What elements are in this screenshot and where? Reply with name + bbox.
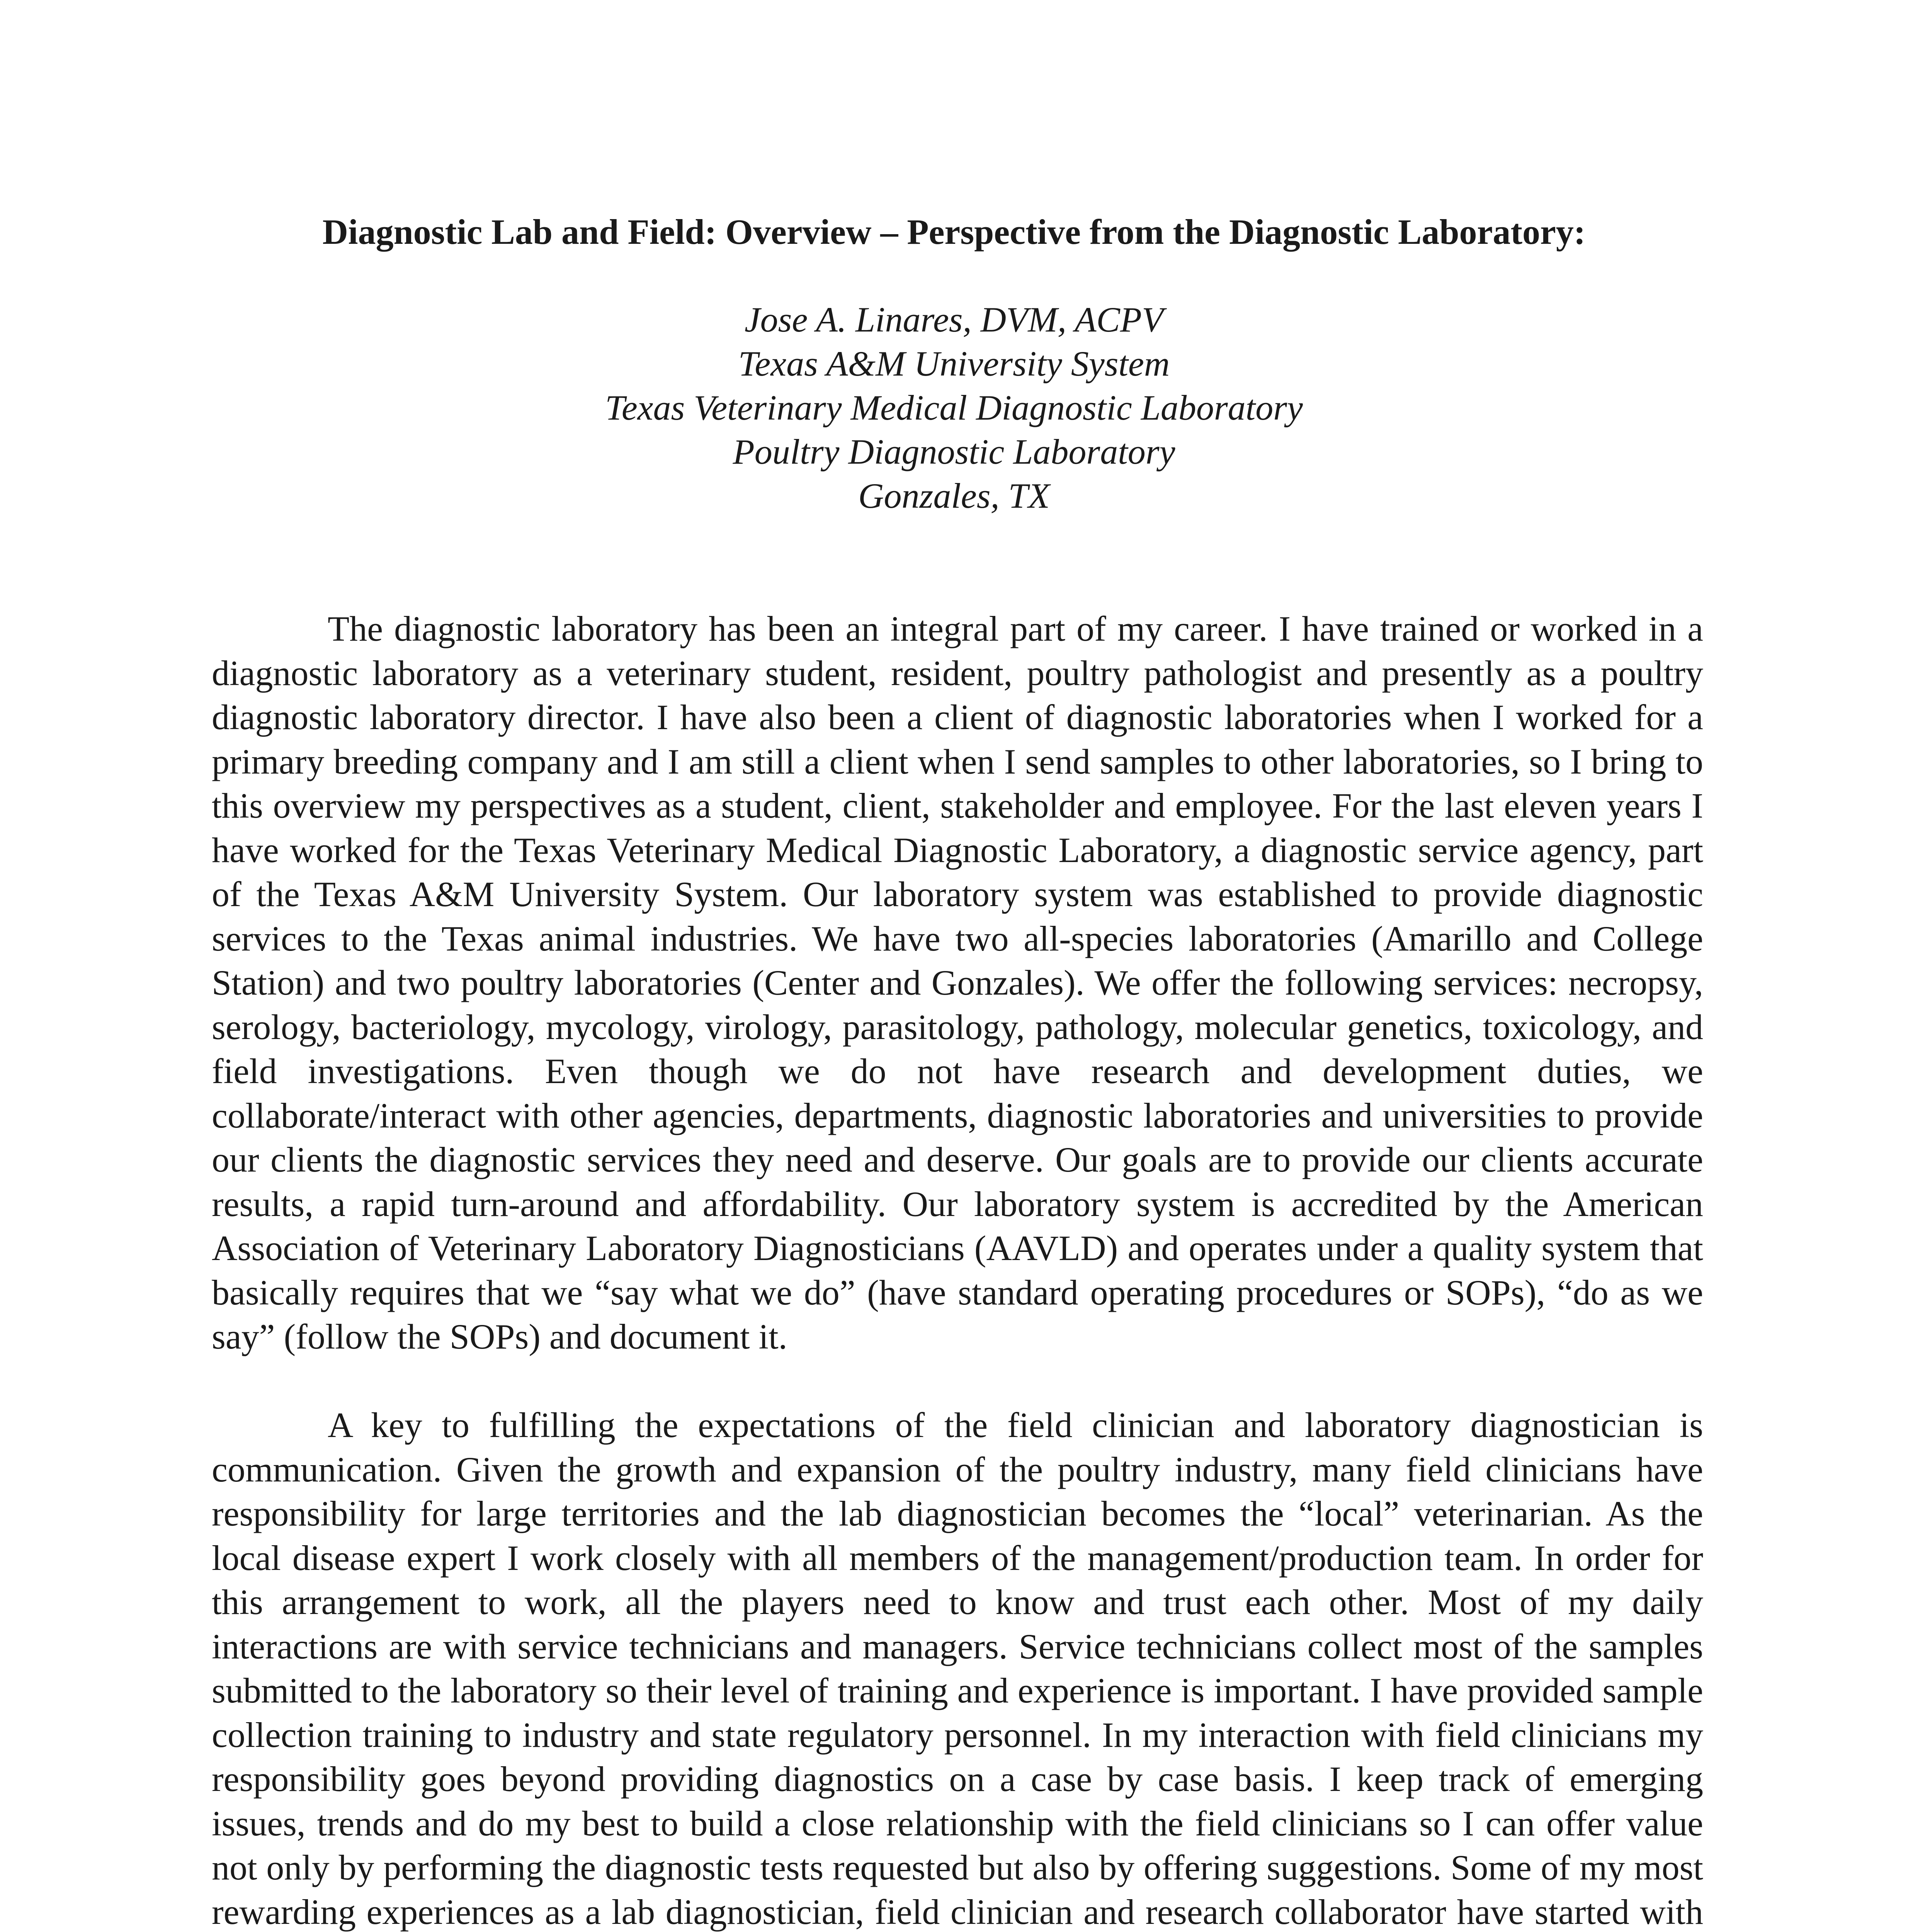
author-location: Gonzales, TX (858, 476, 1050, 515)
paragraph-1: The diagnostic laboratory has been an integral part of my career. I have trained or worked in a diagnostic laboratory as a veterinary student, resident, poultry pathologist and presently as a poultry diagnostic laboratory director. I have also been a client of diagnostic laboratories when I worked for a primary breeding company and I am still a client when I send samples to other laboratories, so I bring to this overview my perspectives as a student, client, stakeholder and employee. For the last eleven years I have worked for the Texas Veterinary Medical Diagnostic Laboratory, a diagnostic service agency, part of the Texas A&M University System. Our laboratory system was established to provide diagnostic services to the Texas animal industries. We have two all-species laboratories (Amarillo and College Station) and two poultry laboratories (Center and Gonzales). We offer the following services: necropsy, serology, bacteriology, mycology, virology, parasitology, pathology, molecular genetics, toxicology, and field investigations. Even though we do not have research and development duties, we collaborate/interact with other agencies, departments, diagnostic laboratories and universities to provide our clients the diagnostic services they need and deserve. Our goals are to provide our clients accurate results, a rapid turn-around and affordability. Our laboratory system is accredited by the American Association of Veterinary Laboratory Diagnosticians (AAVLD) and operates under a quality system that basically requires that we “say what we do” (have standard operating procedures or SOPs), “do as we say” (follow the SOPs) and document it. (212, 609, 1703, 1356)
paragraph-2: A key to fulfilling the expectations of the field clinician and laboratory diagnostician is communication. Given the growth and expansion of the poultry industry, many field clinicians have responsibility for large territories and the lab diagnostician becomes the “local” veterinarian. As the local disease expert I work closely with all members of the management/production team. In order for this arrangement to work, all the players need to know and trust each other. Most of my daily interactions are with service technicians and managers. Service technicians collect most of the samples submitted to the laboratory so their level of training and experience is important. I have provided sample collection training to industry and state regulatory personnel. In my interaction with field clinicians my responsibility goes beyond providing diagnostics on a case by case basis. I keep track of emerging issues, trends and do my best to build a close relationship with the field clinicians so I can offer value not only by performing the diagnostic tests requested but also by offering suggestions. Some of my most rewarding experiences as a lab diagnostician, field clinician and research collaborator have started with (212, 1405, 1703, 1932)
author-affiliation-university: Texas A&M University System (738, 344, 1170, 383)
author-affiliation-lab: Texas Veterinary Medical Diagnostic Laboratory (605, 388, 1303, 427)
body-text (212, 607, 1703, 1932)
author-block (0, 298, 1908, 518)
author-name: Jose A. Linares, DVM, ACPV (744, 300, 1164, 339)
page-title: Diagnostic Lab and Field: Overview – Perspective from the Diagnostic Laboratory: (322, 212, 1586, 252)
author-affiliation-poultry-lab: Poultry Diagnostic Laboratory (733, 432, 1175, 471)
